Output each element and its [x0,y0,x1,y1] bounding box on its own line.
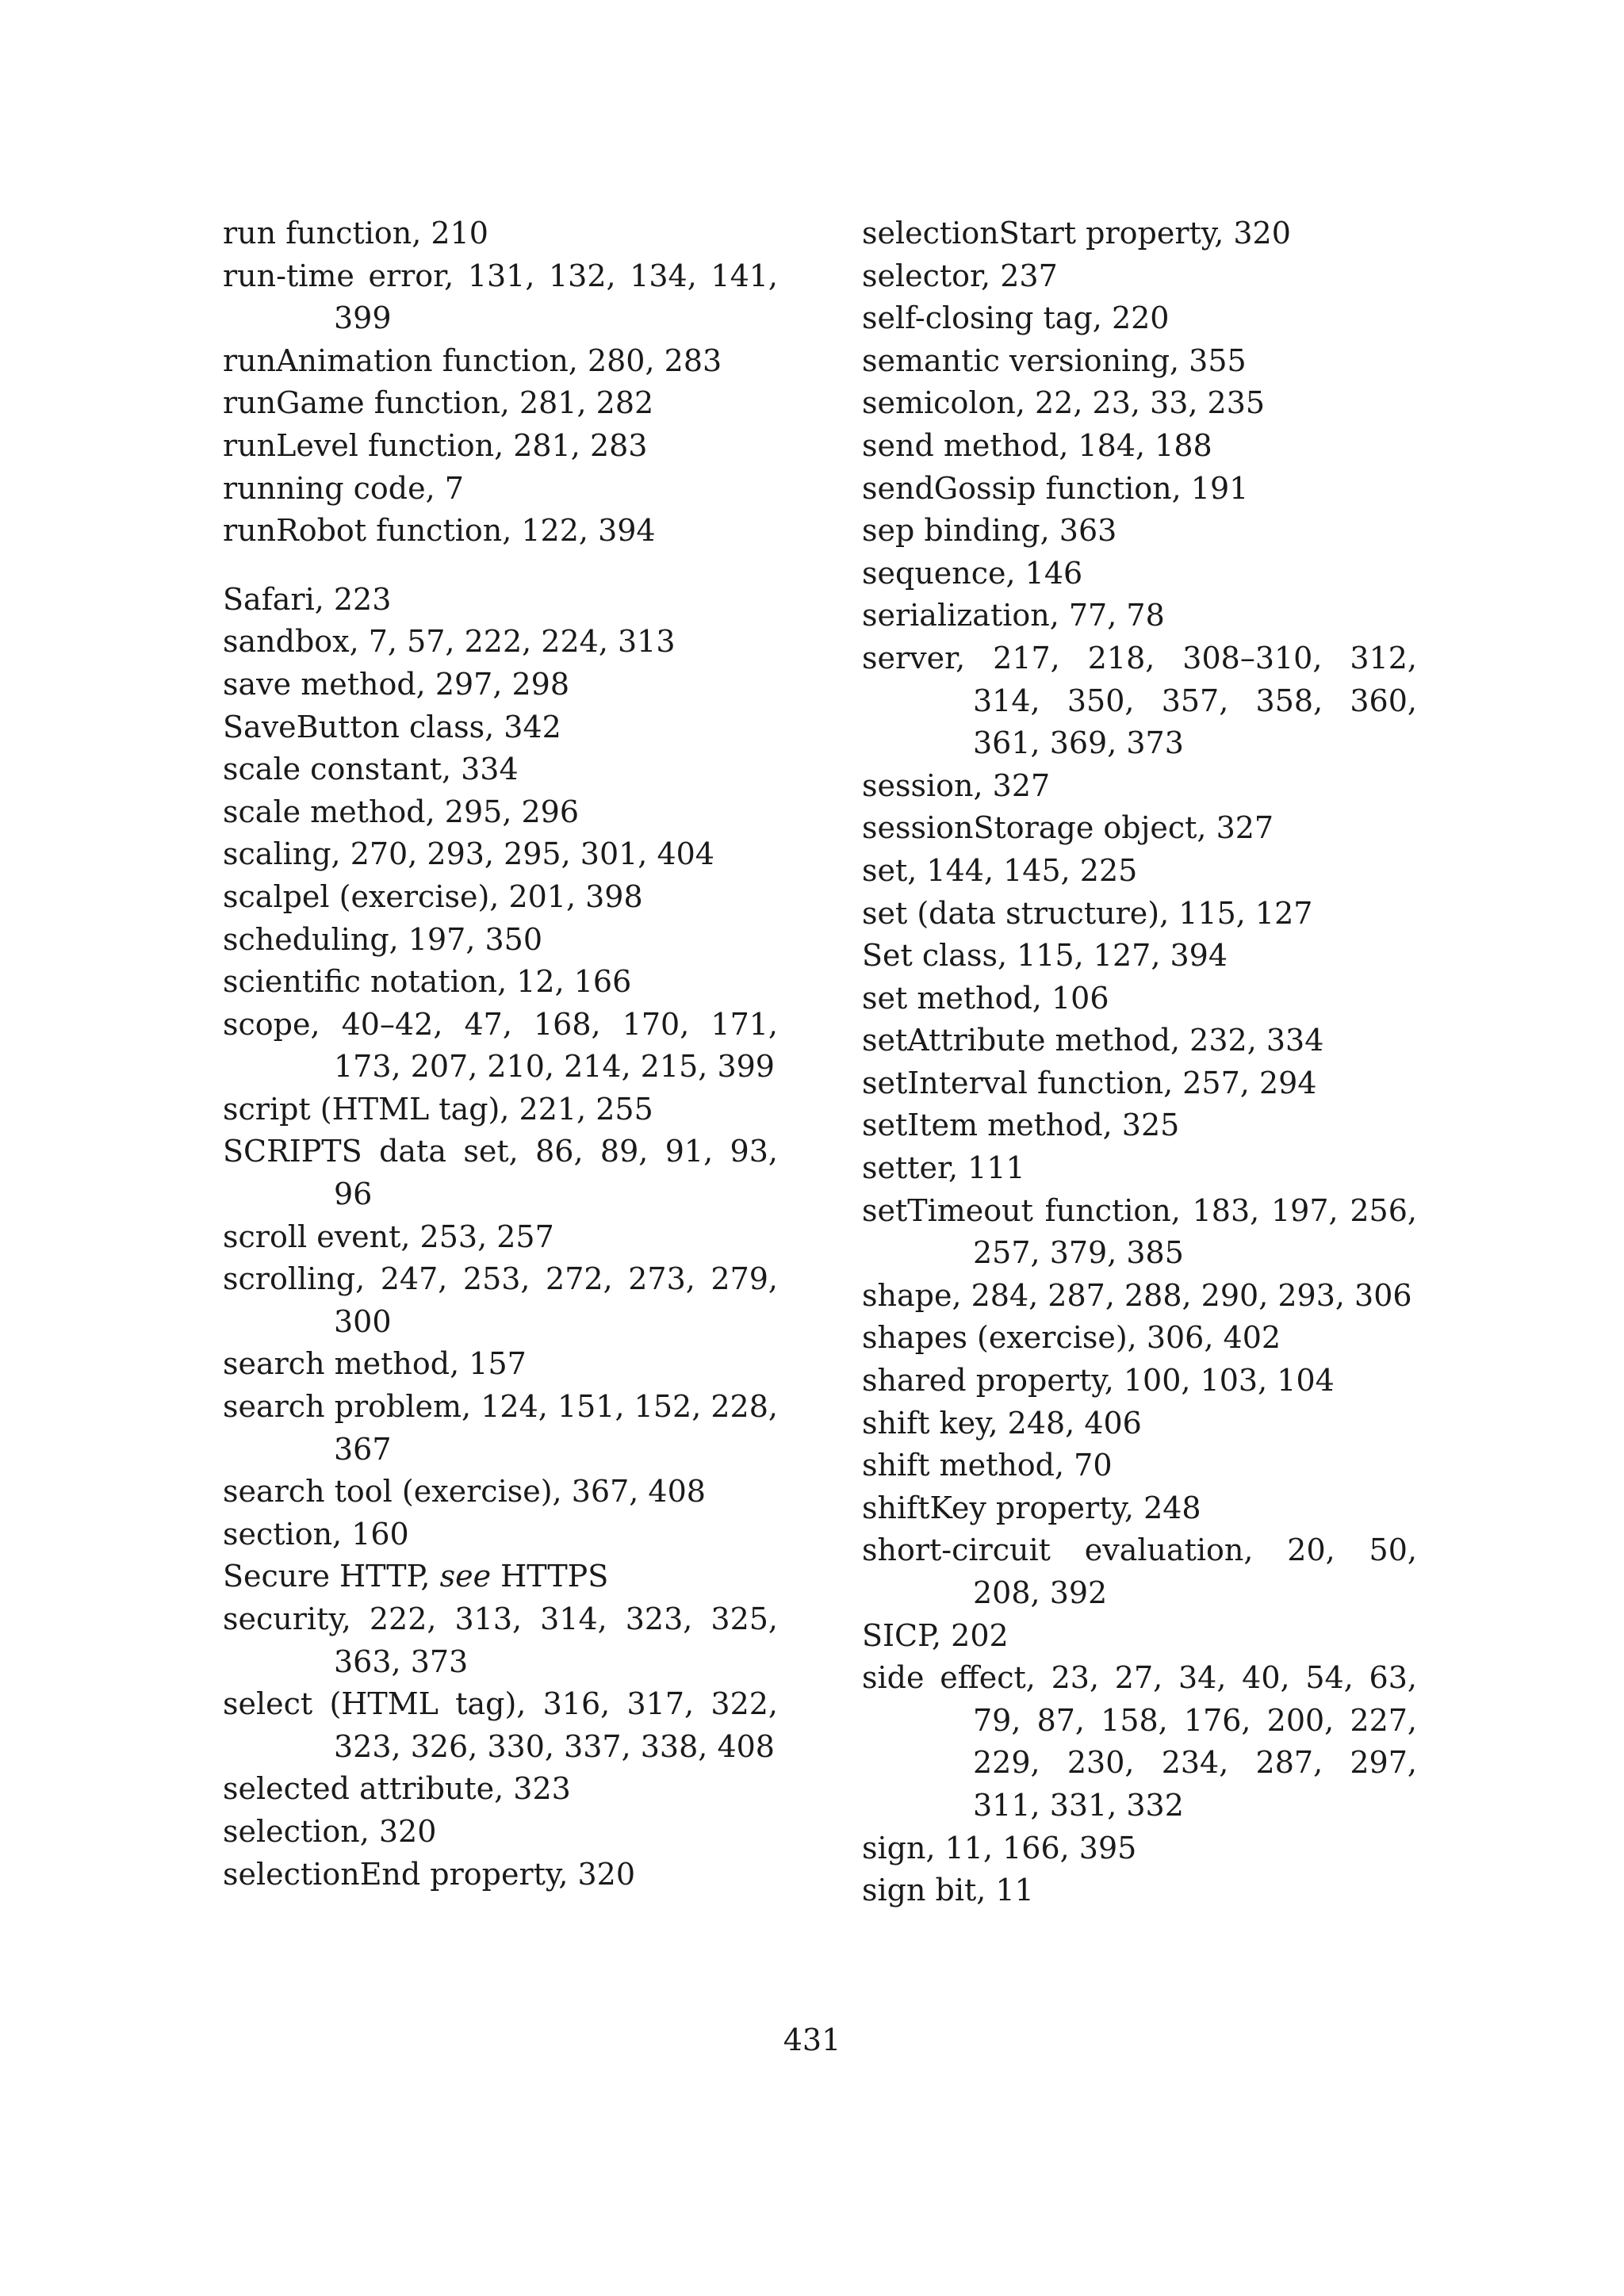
index-entry [862,255,1417,298]
index-entry [223,961,778,1004]
index-entry-text: security, 222, 313, 314, 323, 325, 363, 373 [223,1601,778,1679]
index-entry [223,510,778,553]
index-entry-text: set method, 106 [862,980,1109,1016]
index-entry [862,1190,1417,1275]
index-entry [223,833,778,876]
index-entry [862,297,1417,340]
index-entry [862,510,1417,553]
index-entry-text: SCRIPTS data set, 86, 89, 91, 93, 96 [223,1134,778,1212]
index-entry-text: sign, 11, 166, 395 [862,1830,1137,1866]
index-entry-text: selected attribute, 323 [223,1771,571,1807]
index-entry [223,382,778,425]
index-entry-text: section, 160 [223,1516,409,1552]
index-entry [862,1529,1417,1614]
index-entry [862,382,1417,425]
index-entry-text: send method, 184, 188 [862,427,1212,463]
index-entry-text: semantic versioning, 355 [862,342,1247,378]
index-entry-text: shapes (exercise), 306, 402 [862,1320,1281,1356]
index-entry-text: shift method, 70 [862,1448,1113,1483]
index-entry-text: Safari, 223 [223,581,392,617]
index-entry [223,1004,778,1089]
index-entry-text: scheduling, 197, 350 [223,921,543,957]
index-entry-text: setter, 111 [862,1150,1025,1186]
index-entry-text: shift key, 248, 406 [862,1405,1142,1441]
index-entry-text: scientific notation, 12, 166 [223,964,632,1000]
index-entry [862,1104,1417,1147]
index-entry-text: scope, 40–42, 47, 168, 170, 171, 173, 207, 210, 214, 215, 399 [223,1006,778,1085]
index-entry [223,1854,778,1896]
index-entry-text: running code, 7 [223,470,464,506]
index-entry-text: Secure HTTP, [223,1559,440,1594]
index-entry-text: scale method, 295, 296 [223,794,580,829]
index-entry-text: setItem method, 325 [862,1108,1180,1143]
index-entry-text: sendGossip function, 191 [862,470,1249,506]
index-entry [862,807,1417,850]
index-entry [862,1827,1417,1870]
index-entry [223,212,778,255]
index-entry-text: runAnimation function, 280, 283 [223,342,722,378]
index-entry-text: run-time error, 131, 132, 134, 141, 399 [223,258,778,336]
index-entry-text: selector, 237 [862,258,1058,293]
index-entry-text: sandbox, 7, 57, 222, 224, 313 [223,624,676,660]
index-entry [862,468,1417,511]
index-entry [862,1487,1417,1530]
index-entry [223,748,778,791]
index-entry [862,1657,1417,1827]
index-entry [223,876,778,919]
index-entry-text: side effect, 23, 27, 34, 40, 54, 63, 79, 87, 158, 176, 200, 227, 229, 230, 234, 287, 297, 311, 331, 332 [862,1660,1417,1823]
index-entry-text: scale constant, 334 [223,752,519,787]
index-entry [862,850,1417,893]
index-entry-text: sequence, 146 [862,555,1083,591]
index-entry [223,621,778,664]
index-entry-text: runLevel function, 281, 283 [223,427,648,463]
see-reference-label: see [439,1559,492,1594]
index-entry-text: semicolon, 22, 23, 33, 235 [862,385,1266,421]
index-entry-text: scrolling, 247, 253, 272, 273, 279, 300 [223,1261,778,1339]
index-entry-text: run function, 210 [223,216,488,251]
index-entry [862,212,1417,255]
index-entry [862,1615,1417,1658]
index-entry [862,893,1417,936]
index-entry [862,1275,1417,1318]
index-entry-text: script (HTML tag), 221, 255 [223,1091,653,1127]
index-entry-text: runRobot function, 122, 394 [223,513,656,549]
index-entry [862,1445,1417,1487]
index-entry-text: search tool (exercise), 367, 408 [223,1474,706,1510]
index-entry-text: save method, 297, 298 [223,666,570,702]
index-column-right [862,212,1417,1912]
index-entry [862,1020,1417,1062]
index-entry [223,1216,778,1259]
index-entry [862,553,1417,595]
index-entry [223,1343,778,1386]
index-entry [223,1683,778,1768]
index-entry-text: short-circuit evaluation, 20, 50, 208, 392 [862,1533,1417,1610]
index-entry-text: runGame function, 281, 282 [223,385,654,421]
index-entry-text: shared property, 100, 103, 104 [862,1363,1335,1399]
index-entry [223,579,778,622]
index-entry-text: shiftKey property, 248 [862,1490,1201,1525]
index-entry [223,1811,778,1854]
index-entry-text: Set class, 115, 127, 394 [862,938,1228,974]
index-entry-text: shape, 284, 287, 288, 290, 293, 306 [862,1277,1412,1313]
index-entry [862,978,1417,1020]
see-reference-target: HTTPS [491,1559,609,1594]
index-entry [223,1131,778,1215]
index-entry-text: search problem, 124, 151, 152, 228, 367 [223,1389,778,1467]
index-column-left [223,212,778,1896]
index-entry [223,468,778,511]
index-entry [862,595,1417,637]
index-entry-text: sign bit, 11 [862,1873,1034,1908]
index-entry [223,706,778,749]
index-entry [223,1258,778,1343]
index-entry [223,1386,778,1471]
index-entry [862,1869,1417,1912]
index-entry [223,664,778,706]
index-entry-text: SaveButton class, 342 [223,709,561,744]
index-entry [862,1360,1417,1402]
index-entry [862,935,1417,978]
index-entry [223,1471,778,1513]
index-entry-text: scaling, 270, 293, 295, 301, 404 [223,836,714,872]
index-entry-text: session, 327 [862,767,1051,803]
index-entry-text: scalpel (exercise), 201, 398 [223,878,643,914]
index-entry [223,340,778,383]
index-entry [223,1556,778,1598]
index-entry [862,1062,1417,1105]
index-entry [862,340,1417,383]
index-entry-text: sessionStorage object, 327 [862,810,1274,846]
index-entry [862,1147,1417,1190]
page-number: 431 [783,2022,841,2057]
index-entry-text: select (HTML tag), 316, 317, 322, 323, 326, 330, 337, 338, 408 [223,1686,778,1764]
index-entry-text: setAttribute method, 232, 334 [862,1023,1324,1058]
index-entry-text: setInterval function, 257, 294 [862,1065,1317,1100]
index-entry-text: selectionEnd property, 320 [223,1856,636,1892]
index-entry-text: selectionStart property, 320 [862,216,1291,251]
index-entry [223,1513,778,1556]
index-entry [862,637,1417,765]
index-entry-text: search method, 157 [223,1346,527,1382]
index-entry [223,425,778,468]
index-entry [223,1768,778,1811]
index-entry [223,1089,778,1131]
index-entry-text: server, 217, 218, 308–310, 312, 314, 350, 357, 358, 360, 361, 369, 373 [862,640,1417,761]
index-entry [223,1598,778,1683]
index-entry-text: set (data structure), 115, 127 [862,895,1313,931]
index-entry [223,919,778,962]
index-entry [862,1402,1417,1445]
index-entry-text: setTimeout function, 183, 197, 256, 257, 379, 385 [862,1192,1417,1271]
index-entry-text: SICP, 202 [862,1617,1009,1653]
index-entry-text: set, 144, 145, 225 [862,852,1138,888]
index-entry [862,1317,1417,1360]
index-entry [862,765,1417,808]
index-entry-text: self-closing tag, 220 [862,300,1170,336]
index-entry-text: selection, 320 [223,1813,437,1849]
index-entry [223,255,778,340]
index-entry-text: serialization, 77, 78 [862,598,1165,633]
index-entry [223,791,778,834]
index-entry [862,425,1417,468]
index-entry-text: sep binding, 363 [862,513,1117,549]
index-entry-text: scroll event, 253, 257 [223,1219,554,1254]
